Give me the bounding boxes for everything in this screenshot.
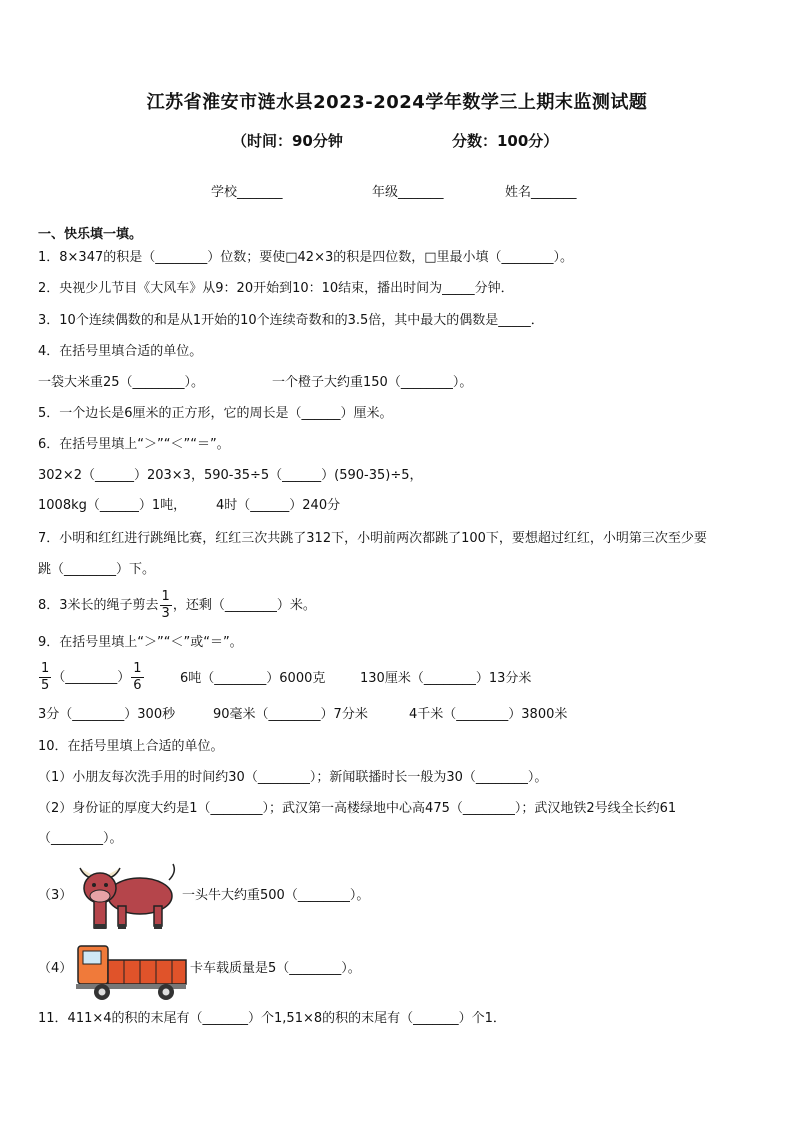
question-1: 1．8×347的积是（________）位数；要使□42×3的积是四位数，□里最小填（________）。 xyxy=(38,250,574,265)
question-11: 11．411×4的积的末尾有（_______）个1,51×8的积的末尾有（_______）个1． xyxy=(38,1011,506,1026)
question-9b1: 3分（________）300秒 xyxy=(38,707,176,722)
exam-time: （时间：90分钟 xyxy=(232,132,343,150)
fraction-denominator: 5 xyxy=(41,678,50,693)
section-heading: 一、快乐填一填。 xyxy=(38,227,143,242)
question-9a3: 130厘米（________）13分米 xyxy=(360,671,532,686)
grade-field: 年级_______ xyxy=(372,185,444,200)
question-8 xyxy=(38,589,316,623)
fraction-denominator: 6 xyxy=(133,678,142,693)
fraction-numerator: 1 xyxy=(161,589,170,604)
question-6b2: 4时（______）240分 xyxy=(216,498,341,513)
bull-icon xyxy=(72,860,182,932)
name-field: 姓名_______ xyxy=(505,185,577,200)
question-6b1: 1008kg（______）1吨， xyxy=(38,498,187,513)
question-10-4: 卡车载质量是5（________）。 xyxy=(190,961,361,976)
question-9a2: 6吨（________）6000克 xyxy=(180,671,326,686)
question-10-4-label: （4） xyxy=(38,961,73,976)
compare-blank: （________） xyxy=(52,670,131,685)
question-10-3: 一头牛大约重500（________）。 xyxy=(182,888,370,903)
exam-score: 分数：100分） xyxy=(452,132,559,150)
truck-icon xyxy=(74,940,188,1002)
question-10-1: （1）小朋友每次洗手用的时间约30（________）；新闻联播时长一般为30（________）。 xyxy=(38,770,548,785)
question-7b: 跳（________）下。 xyxy=(38,562,156,577)
question-7a: 7．小明和红红进行跳绳比赛，红红三次共跳了312下，小明前两次都跳了100下，要想超过红红，小明第三次至少要 xyxy=(38,531,707,546)
question-5: 5．一个边长是6厘米的正方形，它的周长是（______）厘米。 xyxy=(38,406,393,421)
question-10-2: （2）身份证的厚度大约是1（________）；武汉第一高楼绿地中心高475（________）；武汉地铁2号线全长约61 xyxy=(38,801,677,816)
question-9: 9．在括号里填上“＞”“＜”或“＝”。 xyxy=(38,635,243,650)
fraction-one-fifth xyxy=(39,661,51,694)
fraction-one-sixth xyxy=(131,661,143,694)
question-8-prefix: 8．3米长的绳子剪去 xyxy=(38,598,159,613)
question-6: 6．在括号里填上“＞”“＜”“＝”。 xyxy=(38,437,230,452)
fraction-numerator: 1 xyxy=(133,661,142,676)
question-2: 2．央视少儿节目《大风车》从9：20开始到10：10结束，播出时间为_____分钟． xyxy=(38,281,514,296)
question-9b2: 90毫米（________）7分米 xyxy=(213,707,368,722)
question-9-row1 xyxy=(38,660,145,696)
question-4: 4．在括号里填合适的单位。 xyxy=(38,344,203,359)
question-10-3-label: （3） xyxy=(38,888,73,903)
question-4a: 一袋大米重25（________）。 xyxy=(38,375,205,390)
fraction-denominator: 3 xyxy=(161,606,170,621)
fraction-numerator: 1 xyxy=(41,661,50,676)
question-10-2-cont: （________）。 xyxy=(38,831,123,846)
question-9b3: 4千米（________）3800米 xyxy=(409,707,568,722)
question-8-suffix: ，还剩（________）米。 xyxy=(172,598,316,613)
question-3: 3．10个连续偶数的和是从1开始的10个连续奇数和的3.5倍，其中最大的偶数是_____． xyxy=(38,313,544,328)
school-field: 学校_______ xyxy=(211,185,283,200)
question-4b: 一个橙子大约重150（________）。 xyxy=(272,375,473,390)
fraction-one-third xyxy=(160,589,172,622)
page-title: 江苏省淮安市涟水县2023-2024学年数学三上期末监测试题 xyxy=(146,92,648,113)
question-6a: 302×2（______）203×3，590-35÷5（______）(590-35)÷5， xyxy=(38,468,423,483)
question-10: 10．在括号里填上合适的单位。 xyxy=(38,739,224,754)
